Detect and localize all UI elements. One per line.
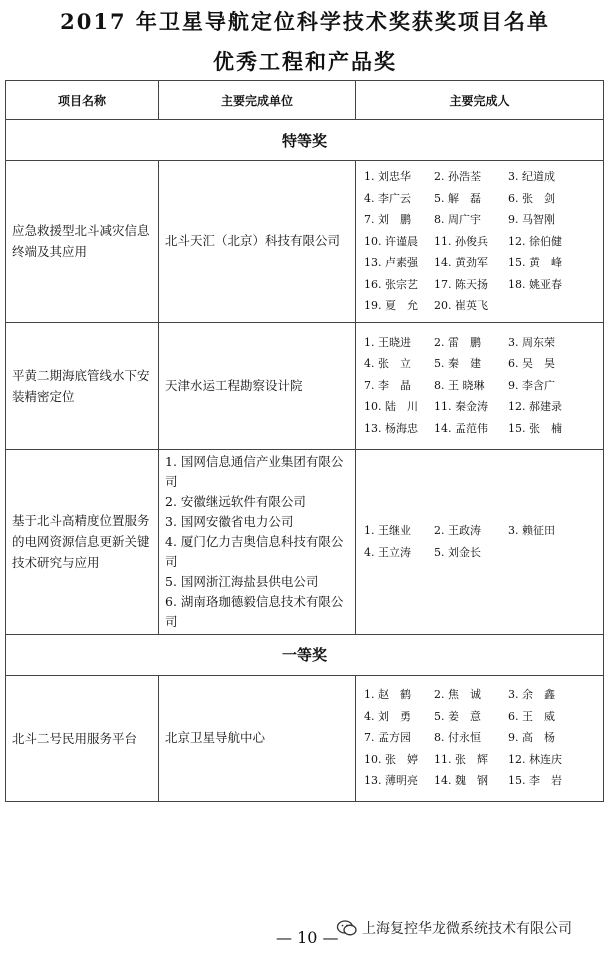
person-name: 2. 孙浩荃 (434, 170, 481, 183)
person-name: 1. 王晓进 (364, 335, 411, 349)
person-name: 10. 张 婷 (364, 752, 418, 766)
person-name: 11. 秦金涛 (434, 400, 488, 414)
unit-line: 北京卫星导航中心 (165, 730, 266, 745)
person-name: 4. 李广云 (364, 191, 411, 205)
header-row (6, 81, 604, 120)
header-people: 主要完成人 (356, 81, 604, 120)
category-special-prize: 特等奖 (6, 120, 604, 161)
unit-line: 2. 安徽继远软件有限公司 (165, 493, 306, 509)
person-name: 16. 张宗艺 (364, 277, 418, 291)
table-row (6, 322, 604, 449)
project-name: 基于北斗高精度位置服务的电网资源信息更新关键技术研究与应用 (6, 449, 159, 634)
person-name: 6. 王 威 (508, 709, 555, 723)
person-name: 11. 张 辉 (434, 752, 488, 766)
person-name: 5. 刘金长 (434, 545, 481, 559)
people-grid (364, 332, 599, 440)
person-name: 12. 林连庆 (508, 752, 562, 766)
person-name: 12. 徐伯健 (508, 234, 562, 248)
person-name: 15. 黄 峰 (508, 256, 562, 269)
person-name: 2. 焦 诚 (434, 688, 481, 702)
person-name: 3. 赖征田 (508, 524, 555, 537)
people-grid (364, 166, 599, 317)
person-name: 9. 李含广 (508, 378, 555, 392)
person-name: 6. 张 剑 (508, 191, 555, 205)
person-name: 13. 薄明亮 (364, 774, 418, 788)
person-name: 3. 纪道成 (508, 170, 555, 183)
unit-line: 5. 国网浙江海盐县供电公司 (165, 573, 319, 589)
person-name: 4. 张 立 (364, 357, 411, 371)
awards-table (5, 80, 604, 847)
person-name: 10. 陆 川 (364, 400, 418, 414)
watermark-text: 上海复控华龙微系统技术有限公司 (362, 921, 572, 937)
people-cell (356, 449, 604, 634)
person-name: 5. 姜 意 (434, 709, 481, 723)
person-name: 3. 余 鑫 (508, 688, 555, 702)
unit-line: 天津水运工程勘察设计院 (165, 377, 303, 393)
person-name: 9. 高 杨 (508, 731, 555, 745)
person-name: 14. 黄劲军 (434, 256, 488, 269)
person-name: 5. 解 磊 (434, 191, 481, 205)
person-name: 14. 孟范伟 (434, 421, 488, 435)
person-name: 7. 刘 鹏 (364, 213, 411, 226)
person-name: 7. 孟方园 (364, 731, 411, 745)
people-cell (356, 322, 604, 449)
page-number: — 10 — (276, 928, 339, 947)
people-cell (356, 675, 604, 801)
person-name: 8. 王 晓琳 (434, 378, 485, 392)
wechat-icon (336, 919, 358, 937)
blank-cell (159, 801, 356, 847)
person-name: 18. 姚亚春 (508, 277, 562, 291)
unit-cell (159, 322, 356, 449)
project-name: 平黄二期海底管线水下安装精密定位 (6, 322, 159, 449)
person-name: 1. 王继业 (364, 524, 411, 537)
unit-line: 北斗天汇（北京）科技有限公司 (165, 233, 341, 249)
unit-cell (159, 449, 356, 634)
table-row (6, 449, 604, 634)
header-unit: 主要完成单位 (159, 81, 356, 120)
header-project: 项目名称 (6, 81, 159, 120)
blank-row (6, 801, 604, 847)
blank-cell (6, 801, 159, 847)
person-name: 15. 张 楠 (508, 421, 562, 435)
unit-line: 6. 湖南珞珈德毅信息技术有限公司 (165, 593, 344, 629)
table-row (6, 675, 604, 801)
unit-cell (159, 675, 356, 801)
person-name: 1. 刘忠华 (364, 170, 411, 183)
person-name: 19. 夏 允 (364, 299, 418, 312)
blank-cell (356, 801, 604, 847)
person-name: 4. 王立涛 (364, 545, 411, 559)
person-name: 17. 陈天扬 (434, 277, 488, 291)
person-name: 4. 刘 勇 (364, 709, 411, 723)
person-name: 6. 吴 昊 (508, 357, 555, 371)
table-row (6, 161, 604, 323)
page-subtitle: 优秀工程和产品奖 (213, 49, 397, 74)
watermark (336, 918, 572, 938)
category-first-prize: 一等奖 (6, 634, 604, 675)
person-name: 2. 雷 鹏 (434, 335, 481, 349)
person-name: 13. 卢素强 (364, 256, 418, 269)
people-grid (364, 684, 599, 792)
person-name: 12. 郝建录 (508, 400, 562, 414)
person-name: 13. 杨海忠 (364, 421, 418, 435)
people-cell (356, 161, 604, 323)
person-name: 20. 崔英飞 (434, 299, 488, 312)
project-name: 北斗二号民用服务平台 (6, 675, 159, 801)
person-name: 8. 付永恒 (434, 731, 481, 745)
person-name: 15. 李 岩 (508, 774, 562, 788)
person-name: 3. 周东荣 (508, 335, 555, 349)
person-name: 2. 王政涛 (434, 524, 481, 537)
unit-line: 3. 国网安徽省电力公司 (165, 513, 294, 529)
person-name: 9. 马智刚 (508, 213, 555, 226)
person-name: 1. 赵 鹤 (364, 688, 411, 702)
unit-line: 4. 厦门亿力吉奥信息科技有限公司 (165, 533, 344, 569)
person-name: 8. 周广宇 (434, 213, 481, 226)
person-name: 10. 许谨晨 (364, 234, 418, 248)
unit-line: 1. 国网信息通信产业集团有限公司 (165, 453, 344, 489)
person-name: 11. 孙俊兵 (434, 234, 488, 248)
unit-cell (159, 161, 356, 323)
people-grid (364, 520, 599, 563)
project-name: 应急救援型北斗减灾信息终端及其应用 (6, 161, 159, 323)
person-name: 14. 魏 钢 (434, 774, 488, 788)
person-name: 5. 秦 建 (434, 357, 481, 371)
page-title: 2017 年卫星导航定位科学技术奖获奖项目名单 (60, 9, 550, 34)
person-name: 7. 李 晶 (364, 378, 411, 392)
